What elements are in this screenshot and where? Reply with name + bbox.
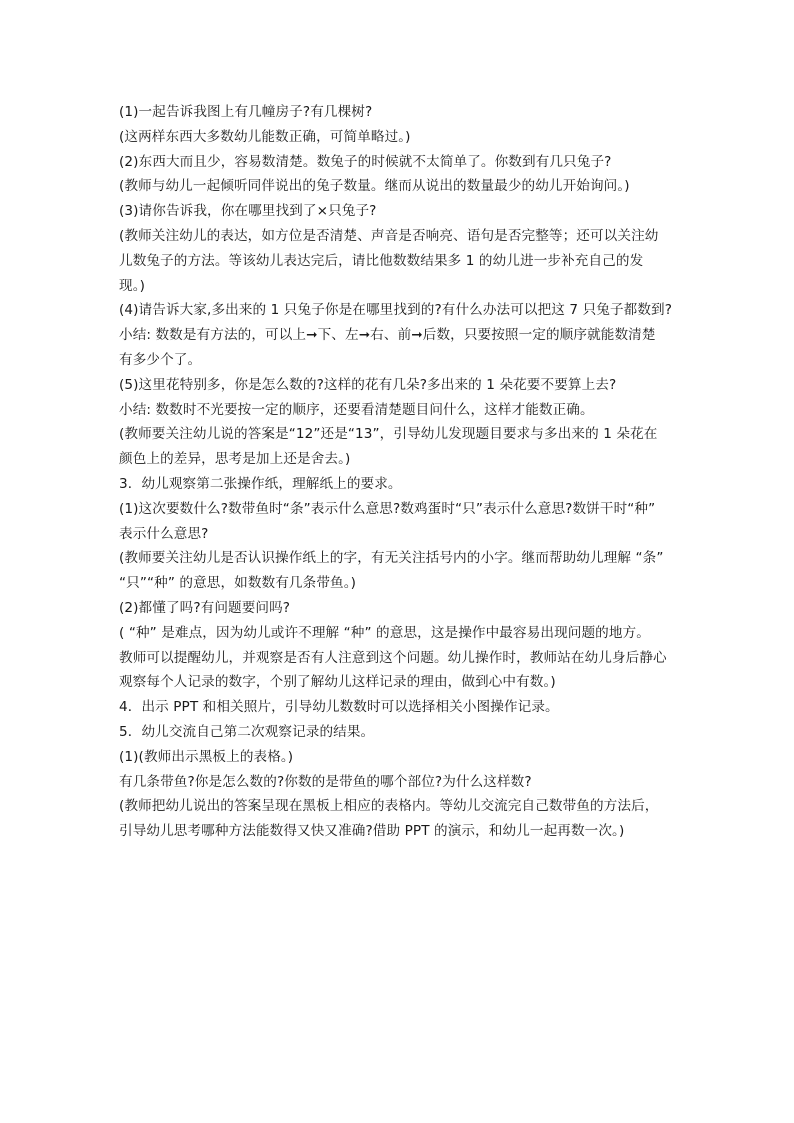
text-line: (教师要关注幼儿说的答案是“12”还是“13”，引导幼儿发现题目要求与多出来的 1 朵花在 — [119, 426, 658, 443]
text-line: 现。) — [119, 277, 145, 294]
text-line: 5．幼儿交流自己第二次观察记录的结果。 — [119, 723, 375, 740]
text-line: (1)一起告诉我图上有几幢房子?有几棵树? — [119, 104, 373, 120]
text-line: 观察每个人记录的数字，个别了解幼儿这样记录的理由，做到心中有数。) — [119, 674, 556, 691]
text-line: (1)(教师出示黑板上的表格。) — [119, 748, 294, 765]
text-line: 表示什么意思? — [119, 525, 209, 542]
text-line: (4)请告诉大家,多出来的 1 只兔子你是在哪里找到的?有什么办法可以把这 7 只兔子都数到? — [119, 302, 673, 319]
text-line: 小结: 数数时不光要按一定的顺序，还要看清楚题目问什么，这样才能数正确。 — [119, 401, 594, 418]
text-line: (教师要关注幼儿是否认识操作纸上的字，有无关注括号内的小字。继而帮助幼儿理解 “条” — [119, 550, 664, 567]
text-line: (教师关注幼儿的表达，如方位是否清楚、声音是否响亮、语句是否完整等；还可以关注幼 — [119, 227, 659, 244]
text-line: 儿数兔子的方法。等该幼儿表达完后，请比他数数结果多 1 的幼儿进一步补充自己的发 — [119, 252, 644, 269]
text-line: ( “种” 是难点，因为幼儿或许不理解 “种” 的意思，这是操作中最容易出现问题的地方。 — [119, 624, 650, 641]
text-line: (5)这里花特别多，你是怎么数的?这样的花有几朵?多出来的 1 朵花要不要算上去? — [119, 376, 617, 393]
text-line: 颜色上的差异，思考是加上还是舍去。) — [119, 451, 351, 468]
text-line: 小结: 数数是有方法的，可以上➞下、左➞右、前➞后数，只要按照一定的顺序就能数清楚 — [119, 327, 656, 344]
text-line: (1)这次要数什么?数带鱼时“条”表示什么意思?数鸡蛋时“只”表示什么意思?数饼干时“种” — [119, 500, 656, 517]
text-line: 有几条带鱼?你是怎么数的?你数的是带鱼的哪个部位?为什么这样数? — [119, 773, 532, 790]
text-line: (2)都懂了吗?有问题要问吗? — [119, 599, 291, 616]
text-line: (3)请你告诉我，你在哪里找到了×只兔子? — [119, 203, 377, 220]
text-line: (教师把幼儿说出的答案呈现在黑板上相应的表格内。等幼儿交流完自己数带鱼的方法后， — [119, 798, 659, 815]
text-line: 有多少个了。 — [119, 351, 202, 368]
document-body — [119, 100, 679, 844]
text-line: (2)东西大而且少，容易数清楚。数兔子的时候就不太简单了。你数到有几只兔子? — [119, 153, 612, 170]
text-line: 教师可以提醒幼儿，并观察是否有人注意到这个问题。幼儿操作时，教师站在幼儿身后静心 — [119, 649, 667, 666]
text-line: 3．幼儿观察第二张操作纸，理解纸上的要求。 — [119, 475, 402, 492]
text-line: 4．出示 PPT 和相关照片，引导幼儿数数时可以选择相关小图操作记录。 — [119, 699, 559, 716]
text-line: (这两样东西大多数幼儿能数正确，可简单略过。) — [119, 128, 411, 145]
text-line: (教师与幼儿一起倾听同伴说出的兔子数量。继而从说出的数量最少的幼儿开始询问。) — [119, 178, 630, 195]
text-line: “只”“种” 的意思，如数数有几条带鱼。) — [119, 575, 356, 592]
text-line: 引导幼儿思考哪种方法能数得又快又准确?借助 PPT 的演示，和幼儿一起再数一次。) — [119, 823, 625, 840]
